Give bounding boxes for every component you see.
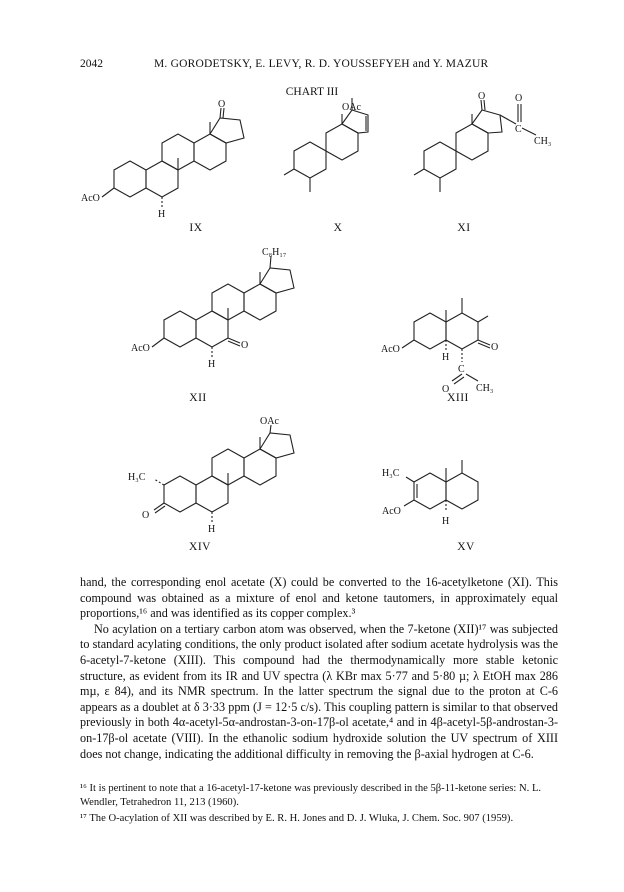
label-IX: IX xyxy=(189,222,203,234)
body-text xyxy=(80,575,558,762)
label-XI: XI xyxy=(457,222,471,234)
xii-ketone-o: O xyxy=(241,340,249,351)
xv-aco: AcO xyxy=(382,506,401,517)
running-header-authors: M. GORODETSKY, E. LEVY, R. D. YOUSSEFYEH and Y. MAZUR xyxy=(154,58,489,70)
structure-XIV xyxy=(130,415,330,535)
footnote-17: ¹⁷ The O-acylation of XII was described by E. R. H. Jones and D. J. Wluka, J. Chem. Soc. 907 (1959). xyxy=(80,813,514,824)
x-oac: OAc xyxy=(342,102,361,113)
structure-XIII xyxy=(380,280,540,400)
structure-XII xyxy=(130,247,330,370)
xii-aco: AcO xyxy=(131,343,150,354)
xiii-aco: AcO xyxy=(381,344,400,355)
chart-title: CHART III xyxy=(285,86,339,98)
xi-ch3: CH₃ xyxy=(534,136,552,147)
xiv-methyl: H₃C xyxy=(128,472,146,483)
structure-IX xyxy=(80,100,280,220)
label-XIII: XIII xyxy=(447,392,469,404)
xii-h: H xyxy=(208,359,216,370)
xiv-oac: OAc xyxy=(260,416,279,427)
paragraph-2: No acylation on a tertiary carbon atom was observed, when the 7-ketone (XII)¹⁷ was subjected to standard acylating conditions, the only product isolated after sodium acetate hydrolysis was the 6-acetyl-7-ketone (XIII). This compound had the thermodynamically more stable ketonic structure, as evident from its IR and UV spectra (λ KBr max 5·77 and 5·80 µ; λ EtOH max 286 mµ, ε 84), and its NMR spectrum. In the latter spectrum the signal due to the proton at C-6 appears as a doublet at δ 3·33 ppm (J = 12·5 c/s). This coupling pattern is similar to that observed previously in both 4α-acetyl-5α-androstan-3-on-17β-ol acetate,⁴ and in 4β-acetyl-5β-androstan-3-on-17β-ol acetate (VIII). In the ethanolic sodium hydroxide solution the UV spectrum of XIII does not change, indicating the additional difficulty in removing the β-axial hydrogen at C-6. xyxy=(80,621,558,761)
xi-acetyl-o: O xyxy=(515,93,523,104)
label-XV: XV xyxy=(457,541,475,553)
label-X: X xyxy=(333,222,343,234)
xiii-acetyl-o: O xyxy=(442,384,450,395)
ix-ketone-o: O xyxy=(218,99,226,110)
xiii-ketone-o: O xyxy=(491,342,499,353)
paragraph-1: hand, the corresponding enol acetate (X) could be converted to the 16-acetylketone (XI). This compound was obtained as a mixture of enol and ketone tautomers, in approximately equal proportions,¹⁶ and was identified as its copper complex.³ xyxy=(80,575,558,621)
label-XIV: XIV xyxy=(189,541,211,553)
xi-c: C xyxy=(515,124,522,135)
xi-ketone-o: O xyxy=(478,91,486,102)
xv-h: H xyxy=(442,516,450,527)
page-number: 2042 xyxy=(80,58,103,70)
ix-h: H xyxy=(158,209,166,220)
structure-X xyxy=(280,100,380,200)
xiii-h: H xyxy=(442,352,450,363)
ix-aco: AcO xyxy=(81,193,100,204)
xiv-h: H xyxy=(208,524,216,535)
xiii-ch3: CH₃ xyxy=(476,383,494,394)
footnote-16: ¹⁶ It is pertinent to note that a 16-acetyl-17-ketone was previously described in the 5β-11-ketone series: N. L. Wendler, Tetrahedron 11, 213 (1960). xyxy=(80,783,542,808)
xiii-c: C xyxy=(458,364,465,375)
xiv-ketone-o: O xyxy=(142,510,150,521)
xv-methyl: H₃C xyxy=(382,468,400,479)
structure-XV xyxy=(380,440,530,540)
label-XII: XII xyxy=(189,392,207,404)
structure-XI xyxy=(410,91,560,200)
xii-side-chain: C₈H₁₇ xyxy=(262,247,287,258)
